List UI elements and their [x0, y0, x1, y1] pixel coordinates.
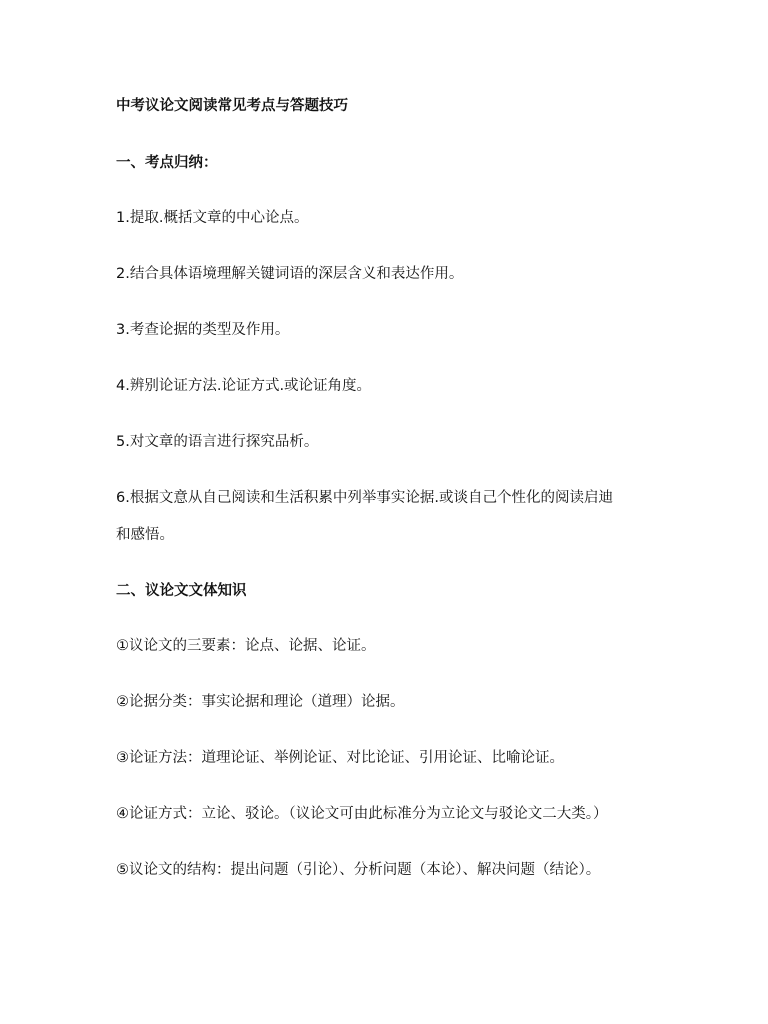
section-1-item-1: 1.提取.概括文章的中心论点。: [116, 210, 309, 226]
section-2-item-3: ③论证方法：道理论证、举例论证、对比论证、引用论证、比喻论证。: [116, 750, 564, 766]
section-1-item-2: 2.结合具体语境理解关键词语的深层含义和表达作用。: [116, 266, 464, 282]
section-1-heading: 一、考点归纳：: [116, 155, 218, 171]
section-1-item-6-continued: 和感悟。: [116, 527, 174, 543]
section-1-item-6: 6.根据文意从自己阅读和生活积累中列举事实论据.或谈自己个性化的阅读启迪: [116, 490, 613, 506]
section-2-heading: 二、议论文文体知识: [116, 583, 247, 599]
section-1-item-3: 3.考查论据的类型及作用。: [116, 322, 290, 338]
section-2-item-2: ②论据分类：事实论据和理论（道理）论据。: [116, 694, 405, 710]
section-2-item-4: ④论证方式：立论、驳论。（议论文可由此标准分为立论文与驳论文二大类。）: [116, 806, 608, 822]
section-1-item-5: 5.对文章的语言进行探究品析。: [116, 434, 319, 450]
section-1-item-4: 4.辨别论证方法.论证方式.或论证角度。: [116, 378, 372, 394]
section-2-item-5: ⑤议论文的结构：提出问题（引论）、分析问题（本论）、解决问题（结论）。: [116, 862, 601, 878]
section-2-item-1: ①议论文的三要素：论点、论据、论证。: [116, 638, 376, 654]
document-title: 中考议论文阅读常见考点与答题技巧: [116, 98, 348, 114]
